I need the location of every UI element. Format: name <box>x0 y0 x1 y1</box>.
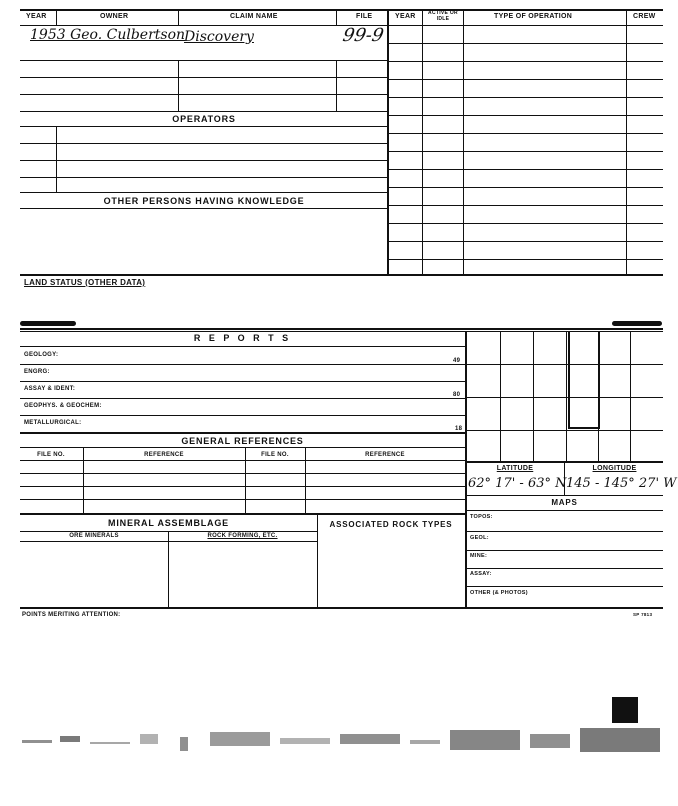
report-num-assay: 80 <box>453 392 461 398</box>
ref-file-no-1: FILE NO. <box>37 452 65 458</box>
header-file: FILE <box>356 13 373 20</box>
ref-reference-1: REFERENCE <box>144 452 184 458</box>
associated-rock-types-heading: ASSOCIATED ROCK TYPES <box>329 520 453 529</box>
form-code: SP 7813 <box>633 612 653 617</box>
header-active-or-idle: ACTIVE OR IDLE <box>428 10 458 22</box>
mineral-assemblage-heading: MINERAL ASSEMBLAGE <box>108 518 229 528</box>
header-claim-name: CLAIM NAME <box>230 13 278 20</box>
maps-heading: MAPS <box>551 498 578 507</box>
latitude-value: 62° 17' - 63° N <box>468 476 567 491</box>
map-other: OTHER (& PHOTOS) <box>470 590 528 596</box>
header-owner: OWNER <box>100 13 129 20</box>
file-entry: 99-9 <box>341 25 386 46</box>
rock-forming-label: ROCK FORMING, ETC. <box>207 533 278 539</box>
longitude-value: 145 - 145° 27' W <box>566 476 677 491</box>
owner-entry: 1953 Geo. Culbertson <box>30 27 186 43</box>
longitude-label: LONGITUDE <box>592 465 637 472</box>
header-type-of-operation: TYPE OF OPERATION <box>494 13 573 20</box>
other-persons-heading: OTHER PERSONS HAVING KNOWLEDGE <box>103 196 305 206</box>
map-assay: ASSAY: <box>470 571 492 577</box>
report-num-metallurgical: 18 <box>455 426 463 432</box>
general-references-heading: GENERAL REFERENCES <box>181 436 304 446</box>
report-engrg: ENGRG: <box>24 369 50 375</box>
operators-heading: OPERATORS <box>172 114 236 124</box>
report-geophys: GEOPHYS. & GEOCHEM: <box>24 403 102 409</box>
map-geol: GEOL: <box>470 535 489 541</box>
reports-heading: R E P O R T S <box>193 333 292 343</box>
map-mine: MINE: <box>470 553 488 559</box>
points-meriting-label: POINTS MERITING ATTENTION: <box>22 612 121 618</box>
report-geology: GEOLOGY: <box>24 352 59 358</box>
ore-minerals-label: ORE MINERALS <box>69 533 119 539</box>
latitude-label: LATITUDE <box>496 465 534 472</box>
scan-artifact-strip <box>20 722 660 758</box>
ref-file-no-2: FILE NO. <box>261 452 289 458</box>
claim-entry: Discovery <box>184 29 254 45</box>
header-crew: CREW <box>633 13 656 20</box>
header-year-right: YEAR <box>395 13 416 20</box>
ref-reference-2: REFERENCE <box>365 452 405 458</box>
report-assay: ASSAY & IDENT: <box>24 386 76 392</box>
report-metallurgical: METALLURGICAL: <box>24 420 82 426</box>
center-section-box <box>568 331 600 429</box>
map-topos: TOPOS: <box>470 514 493 520</box>
land-status-label: LAND STATUS (OTHER DATA) <box>24 278 146 287</box>
header-year: YEAR <box>26 13 47 20</box>
report-num-geology: 49 <box>453 358 461 364</box>
scan-mark <box>612 697 638 723</box>
